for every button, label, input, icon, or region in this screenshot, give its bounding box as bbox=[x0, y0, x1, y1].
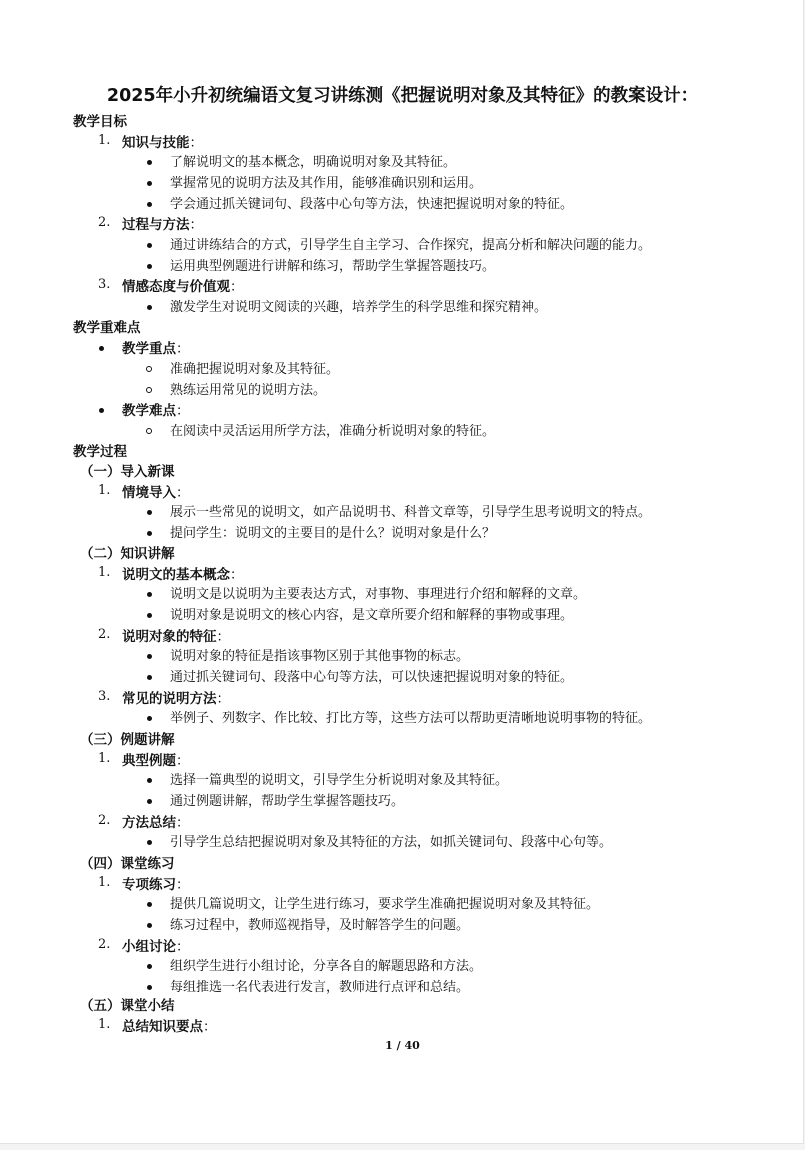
list-item: 提问学生：说明文的主要目的是什么？说明对象是什么？ bbox=[170, 526, 496, 541]
list-number: 2. bbox=[98, 215, 111, 230]
list-item: 练习过程中，教师巡视指导，及时解答学生的问题。 bbox=[170, 918, 470, 933]
list-item: 举例子、列数字、作比较、打比方等，这些方法可以帮助更清晰地说明事物的特征。 bbox=[170, 711, 652, 726]
list-item: 说明对象是说明文的核心内容，是文章所要介绍和解释的事物或事理。 bbox=[170, 608, 574, 623]
list-item: 每组推选一名代表进行发言，教师进行点评和总结。 bbox=[170, 980, 470, 995]
list-item: 提供几篇说明文，让学生进行练习，要求学生准确把握说明对象及其特征。 bbox=[170, 897, 600, 912]
bullet-icon bbox=[147, 305, 152, 310]
keypoint-label: 教学难点： bbox=[122, 403, 190, 419]
list-item: 学会通过抓关键词句、段落中心句等方法，快速把握说明对象的特征。 bbox=[170, 197, 574, 212]
bullet-icon bbox=[147, 613, 152, 618]
item-label: 总结知识要点： bbox=[122, 1019, 217, 1035]
list-item: 了解说明文的基本概念，明确说明对象及其特征。 bbox=[170, 155, 457, 170]
page-number: 1 / 40 bbox=[385, 1039, 420, 1052]
list-item: 通过讲练结合的方式，引导学生自主学习、合作探究，提高分析和解决问题的能力。 bbox=[170, 238, 652, 253]
list-number: 1. bbox=[98, 875, 111, 890]
objective-label: 知识与技能： bbox=[122, 135, 203, 151]
bullet-icon bbox=[147, 531, 152, 536]
bullet-icon bbox=[147, 510, 152, 515]
bullet-icon bbox=[147, 264, 152, 269]
bullet-icon bbox=[147, 964, 152, 969]
list-number: 2. bbox=[98, 937, 111, 952]
list-item: 激发学生对说明文阅读的兴趣，培养学生的科学思维和探究精神。 bbox=[170, 300, 548, 315]
section-title: （五）课堂小结 bbox=[80, 998, 175, 1014]
list-number: 3. bbox=[98, 689, 111, 704]
list-item: 说明对象的特征是指该事物区别于其他事物的标志。 bbox=[170, 649, 470, 664]
list-item: 通过例题讲解，帮助学生掌握答题技巧。 bbox=[170, 794, 405, 809]
document-title: 2025年小升初统编语文复习讲练测《把握说明对象及其特征》的教案设计： bbox=[106, 86, 699, 106]
bullet-icon bbox=[147, 716, 152, 721]
item-label: 情境导入： bbox=[122, 485, 190, 501]
list-item: 展示一些常见的说明文，如产品说明书、科普文章等，引导学生思考说明文的特点。 bbox=[170, 505, 652, 520]
list-item: 准确把握说明对象及其特征。 bbox=[170, 362, 340, 377]
item-label: 典型例题： bbox=[122, 753, 190, 769]
list-number: 2. bbox=[98, 627, 111, 642]
item-label: 常见的说明方法： bbox=[122, 691, 230, 707]
section-title: （二）知识讲解 bbox=[80, 546, 175, 562]
item-label: 说明文的基本概念： bbox=[122, 567, 244, 583]
objectives-heading: 教学目标 bbox=[73, 114, 127, 130]
bullet-icon bbox=[147, 902, 152, 907]
list-number: 1. bbox=[98, 483, 111, 498]
list-number: 1. bbox=[98, 1017, 111, 1032]
bullet-icon bbox=[147, 592, 152, 597]
section-title: （四）课堂练习 bbox=[80, 856, 175, 872]
list-item: 运用典型例题进行讲解和练习，帮助学生掌握答题技巧。 bbox=[170, 259, 496, 274]
bullet-icon bbox=[99, 346, 104, 351]
item-label: 方法总结： bbox=[122, 815, 190, 831]
item-label: 专项练习： bbox=[122, 877, 190, 893]
list-item: 在阅读中灵活运用所学方法，准确分析说明对象的特征。 bbox=[170, 424, 496, 439]
section-title: （一）导入新课 bbox=[80, 464, 175, 480]
list-item: 掌握常见的说明方法及其作用，能够准确识别和运用。 bbox=[170, 176, 483, 191]
bullet-icon bbox=[147, 923, 152, 928]
list-item: 熟练运用常见的说明方法。 bbox=[170, 383, 327, 398]
circle-bullet-icon bbox=[146, 387, 152, 393]
bullet-icon bbox=[147, 778, 152, 783]
objective-label: 情感态度与价值观： bbox=[122, 279, 244, 295]
bullet-icon bbox=[147, 654, 152, 659]
bullet-icon bbox=[147, 202, 152, 207]
bullet-icon bbox=[147, 799, 152, 804]
bullet-icon bbox=[147, 160, 152, 165]
bullet-icon bbox=[147, 985, 152, 990]
objective-label: 过程与方法： bbox=[122, 217, 203, 233]
list-number: 2. bbox=[98, 813, 111, 828]
bullet-icon bbox=[147, 181, 152, 186]
circle-bullet-icon bbox=[146, 366, 152, 372]
circle-bullet-icon bbox=[146, 428, 152, 434]
list-number: 3. bbox=[98, 277, 111, 292]
bullet-icon bbox=[147, 243, 152, 248]
list-item: 选择一篇典型的说明文，引导学生分析说明对象及其特征。 bbox=[170, 773, 509, 788]
list-item: 通过抓关键词句、段落中心句等方法，可以快速把握说明对象的特征。 bbox=[170, 670, 574, 685]
bullet-icon bbox=[99, 408, 104, 413]
item-label: 小组讨论： bbox=[122, 939, 190, 955]
section-title: （三）例题讲解 bbox=[80, 732, 175, 748]
process-heading: 教学过程 bbox=[73, 444, 127, 460]
list-item: 组织学生进行小组讨论，分享各自的解题思路和方法。 bbox=[170, 959, 483, 974]
list-item: 引导学生总结把握说明对象及其特征的方法，如抓关键词句、段落中心句等。 bbox=[170, 835, 613, 850]
list-item: 说明文是以说明为主要表达方式，对事物、事理进行介绍和解释的文章。 bbox=[170, 587, 587, 602]
bullet-icon bbox=[147, 840, 152, 845]
keypoint-label: 教学重点： bbox=[122, 341, 190, 357]
keypoints-heading: 教学重难点 bbox=[73, 320, 141, 336]
list-number: 1. bbox=[98, 565, 111, 580]
bullet-icon bbox=[147, 675, 152, 680]
list-number: 1. bbox=[98, 751, 111, 766]
list-number: 1. bbox=[98, 133, 111, 148]
item-label: 说明对象的特征： bbox=[122, 629, 230, 645]
